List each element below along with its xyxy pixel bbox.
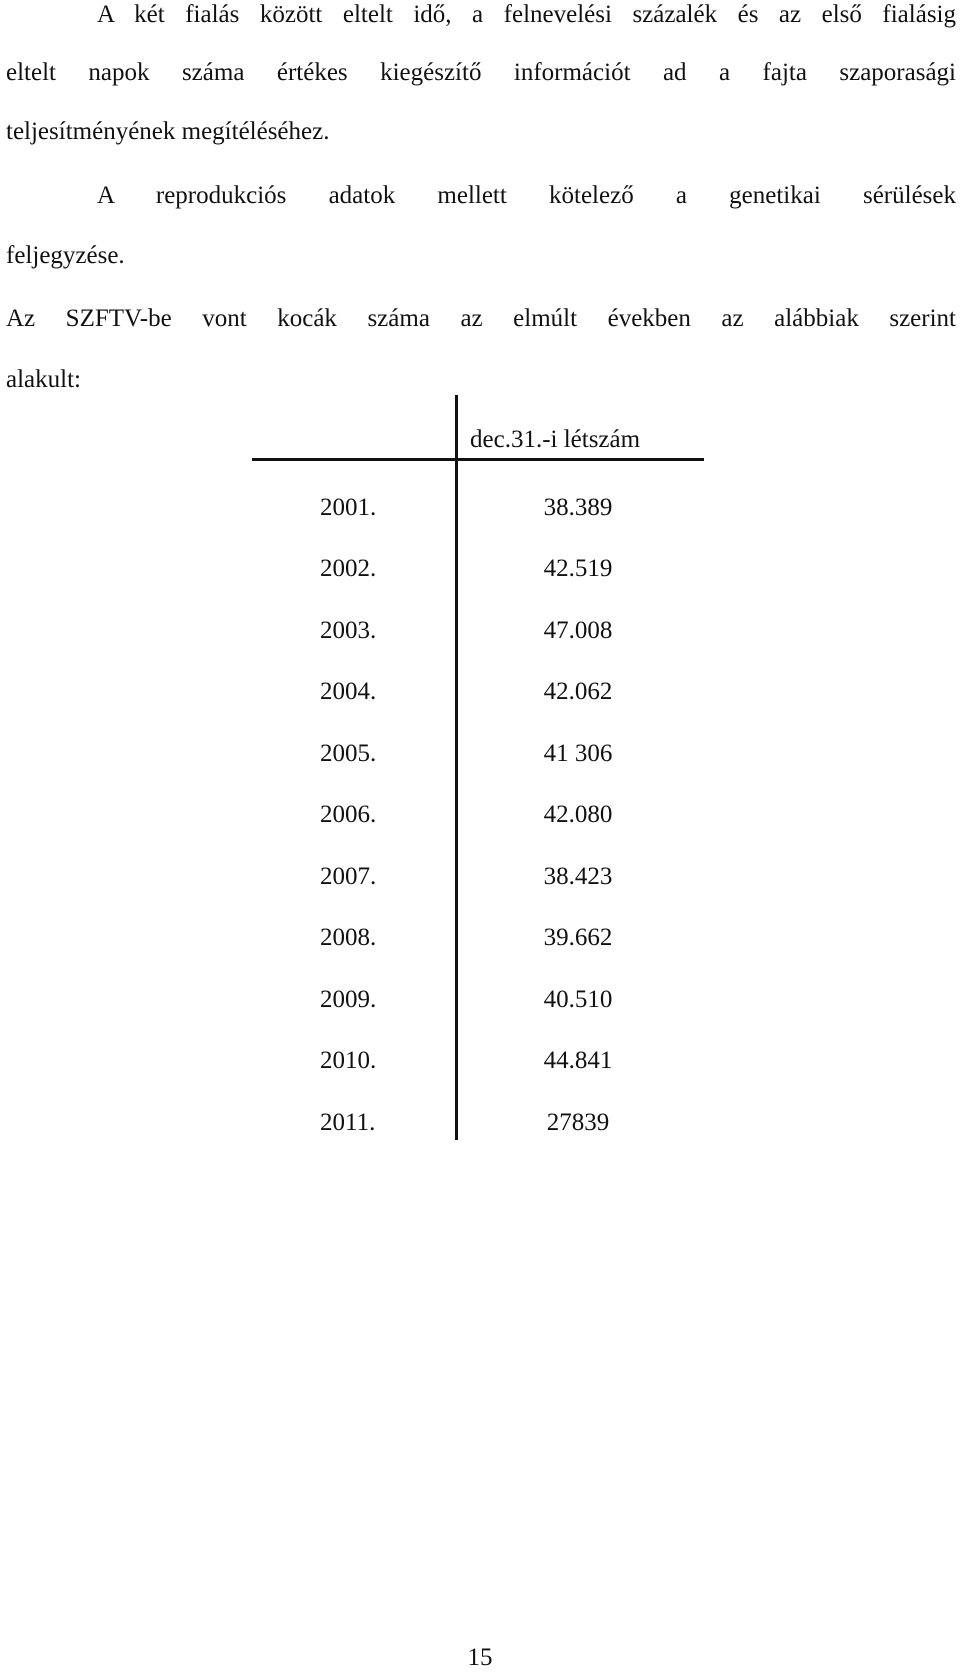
table-row <box>0 1046 960 1076</box>
table-row <box>0 800 960 830</box>
table-cell-count: 41 306 <box>543 740 613 767</box>
table-cell-year: 2005. <box>320 740 377 767</box>
table-row <box>0 985 960 1015</box>
table-cell-count: 39.662 <box>543 924 613 951</box>
table-cell-count: 40.510 <box>543 986 613 1013</box>
table-row <box>0 616 960 646</box>
table-cell-year: 2011. <box>320 1109 376 1136</box>
table-column-header: dec.31.-i létszám <box>470 426 641 453</box>
table-cell-count: 38.389 <box>543 494 613 521</box>
paragraph-1-line-1: A két fialás között eltelt idő, a felnevelési százalék és az első fialásig <box>97 1 956 28</box>
table-cell-count: 42.080 <box>543 801 613 828</box>
table-cell-count: 44.841 <box>543 1047 613 1074</box>
paragraph-2-line-2: feljegyzése. <box>6 242 125 269</box>
table-cell-year: 2008. <box>320 924 377 951</box>
table-row <box>0 923 960 953</box>
table-cell-count: 27839 <box>546 1109 610 1136</box>
table-row <box>0 554 960 584</box>
table-cell-year: 2010. <box>320 1047 377 1074</box>
table-cell-year: 2004. <box>320 678 377 705</box>
page-number: 15 <box>467 1644 493 1671</box>
table-row <box>0 739 960 769</box>
paragraph-1-line-3: teljesítményének megítéléséhez. <box>6 118 330 145</box>
paragraph-2-line-1: A reprodukciós adatok mellett kötelező a genetikai sérülések <box>97 182 956 209</box>
paragraph-3-line-2: alakult: <box>6 366 81 393</box>
table-cell-year: 2009. <box>320 986 377 1013</box>
table-cell-count: 38.423 <box>543 863 613 890</box>
table-row <box>0 862 960 892</box>
table-header-rule <box>252 458 704 461</box>
table-row <box>0 1108 960 1138</box>
table-row <box>0 493 960 523</box>
paragraph-3-line-1: Az SZFTV-be vont kocák száma az elmúlt években az alábbiak szerint <box>6 305 956 332</box>
paragraph-1-line-2: eltelt napok száma értékes kiegészítő információt ad a fajta szaporasági <box>6 59 956 86</box>
table-cell-year: 2003. <box>320 617 377 644</box>
table-cell-year: 2006. <box>320 801 377 828</box>
table-cell-count: 42.519 <box>543 555 613 582</box>
table-row <box>0 677 960 707</box>
table-cell-year: 2002. <box>320 555 377 582</box>
table-cell-year: 2001. <box>320 494 377 521</box>
table-cell-count: 47.008 <box>543 617 613 644</box>
table-cell-year: 2007. <box>320 863 377 890</box>
table-cell-count: 42.062 <box>543 678 613 705</box>
